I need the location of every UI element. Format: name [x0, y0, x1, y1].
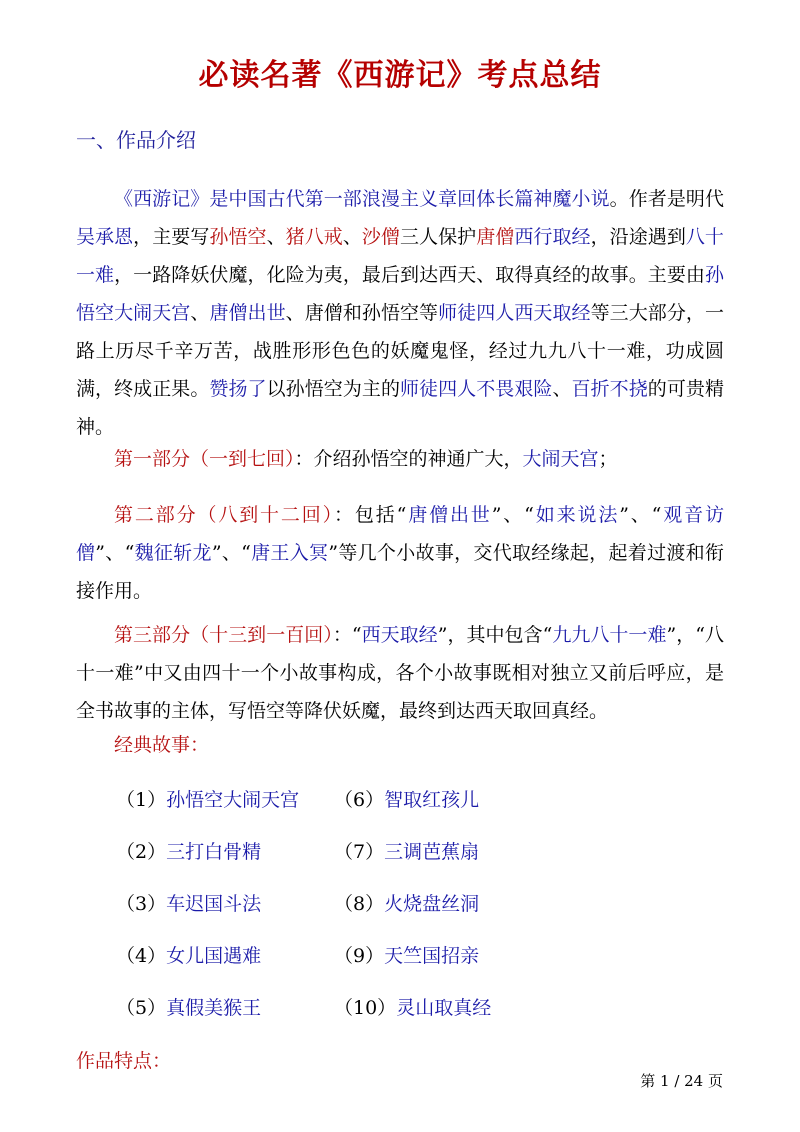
story-title: 孙悟空大闹天宫 [166, 789, 300, 811]
story-number: （6） [334, 789, 385, 811]
part2-run: 观音访僧 [76, 504, 724, 564]
story-number: （10） [334, 997, 397, 1019]
intro-run: 孙悟空 [209, 226, 267, 248]
part2-run: 第二部分（八到十二回） [114, 504, 335, 526]
intro-run: 、 [342, 226, 362, 248]
story-item [334, 890, 479, 918]
intro-run: 唐僧 [476, 226, 515, 248]
section-heading-intro: 一、作品介绍 [76, 128, 196, 152]
story-item [116, 890, 261, 918]
story-title: 智取红孩儿 [384, 789, 480, 811]
part1-paragraph [76, 440, 724, 478]
part3-run: 第三部分（十三到一百回） [114, 624, 333, 646]
part3-run: ”，其中包含“ [437, 624, 553, 646]
story-item [116, 994, 261, 1022]
part3-run: 西天取经 [361, 624, 438, 646]
intro-paragraph [76, 180, 724, 446]
story-number: （2） [116, 841, 167, 863]
part2-run: ”等几个小故事，交代取经缘起，起着过渡和衔接作用。 [76, 542, 724, 602]
story-title: 天竺国招亲 [384, 945, 480, 967]
part1-run: ； [598, 448, 618, 470]
intro-run: 西行取经 [514, 226, 591, 248]
story-title: 三打白骨精 [166, 841, 262, 863]
part2-run: ”、“ [619, 504, 662, 526]
story-number: （4） [116, 945, 167, 967]
intro-run: 、 [266, 226, 286, 248]
intro-run: ，主要写 [133, 226, 210, 248]
intro-run: 沙僧 [361, 226, 400, 248]
part3-run: ”，“八十一难”中又由四十一个小故事构成，各个小故事既相对独立又前后呼应，是全书故事的主体，写悟空等降伏妖魔，最终到达西天取回真经。 [76, 624, 724, 722]
intro-run: 、 [552, 378, 572, 400]
story-title: 车迟国斗法 [166, 893, 262, 915]
part1-run: 第一部分（一到七回） [114, 448, 295, 470]
intro-run: 唐僧出世 [209, 302, 286, 324]
story-title: 三调芭蕉扇 [384, 841, 480, 863]
story-item [334, 942, 479, 970]
story-item [334, 786, 479, 814]
intro-run: 赞扬了 [209, 378, 267, 400]
intro-run: 孙悟空大闹天宫 [76, 264, 724, 324]
story-item [116, 838, 261, 866]
part2-run: 魏征斩龙 [134, 542, 212, 564]
intro-run: 、唐僧和孙悟空等 [285, 302, 439, 324]
part1-run: ：介绍孙悟空的神通广大， [294, 448, 523, 470]
part2-run: ”、“ [95, 542, 135, 564]
story-title: 女儿国遇难 [166, 945, 262, 967]
part2-paragraph [76, 496, 724, 610]
part3-paragraph [76, 616, 724, 730]
intro-run: 百折不挠 [571, 378, 648, 400]
story-number: （3） [116, 893, 167, 915]
part2-run: ”、“ [491, 504, 534, 526]
story-number: （5） [116, 997, 167, 1019]
features-label: 作品特点： [76, 1050, 172, 1072]
part2-run: 如来说法 [533, 504, 620, 526]
part2-run: 唐僧出世 [406, 504, 492, 526]
intro-run: 三人保护 [400, 226, 477, 248]
story-title: 真假美猴王 [166, 997, 262, 1019]
intro-run: ，沿途遇到 [590, 226, 686, 248]
intro-run: 《西游记》是中国古代第一部浪漫主义章回体长篇神魔小说 [114, 188, 610, 210]
intro-run: 以孙悟空为主的 [266, 378, 400, 400]
intro-run: 。作者是明代 [609, 188, 724, 210]
part1-run: 大闹天宫 [522, 448, 599, 470]
intro-run: 猪八戒 [285, 226, 343, 248]
story-item [334, 838, 479, 866]
intro-run: 的可贵精神。 [76, 378, 724, 438]
intro-run: 、 [190, 302, 210, 324]
page-title: 必读名著《西游记》考点总结 [198, 58, 602, 93]
story-item [334, 994, 491, 1022]
part2-run: ：包括“ [334, 504, 407, 526]
story-title: 火烧盘丝洞 [384, 893, 480, 915]
intro-run: 师徒四人西天取经 [438, 302, 591, 324]
page-number: 第 1 / 24 页 [640, 1072, 723, 1090]
part3-run: ：“ [332, 624, 362, 646]
story-number: （1） [116, 789, 167, 811]
story-number: （8） [334, 893, 385, 915]
intro-run: 吴承恩 [76, 226, 134, 248]
part2-run: ”、“ [211, 542, 251, 564]
story-number: （9） [334, 945, 385, 967]
intro-run: ，一路降妖伏魔，化险为夷，最后到达西天、取得真经的故事。主要由 [114, 264, 705, 286]
story-number: （7） [334, 841, 385, 863]
part2-run: 唐王入冥 [250, 542, 329, 564]
story-item [116, 786, 299, 814]
intro-run: 八十一难 [76, 226, 724, 286]
story-title: 灵山取真经 [396, 997, 492, 1019]
intro-run: 师徒四人不畏艰险 [400, 378, 553, 400]
part3-run: 九九八十一难 [552, 624, 667, 646]
stories-label: 经典故事： [114, 734, 210, 756]
intro-run: 等三大部分，一路上历尽千辛万苦，战胜形形色色的妖魔鬼怪，经过九九八十一难，功成圆满，终成正果。 [76, 302, 724, 400]
story-item [116, 942, 261, 970]
